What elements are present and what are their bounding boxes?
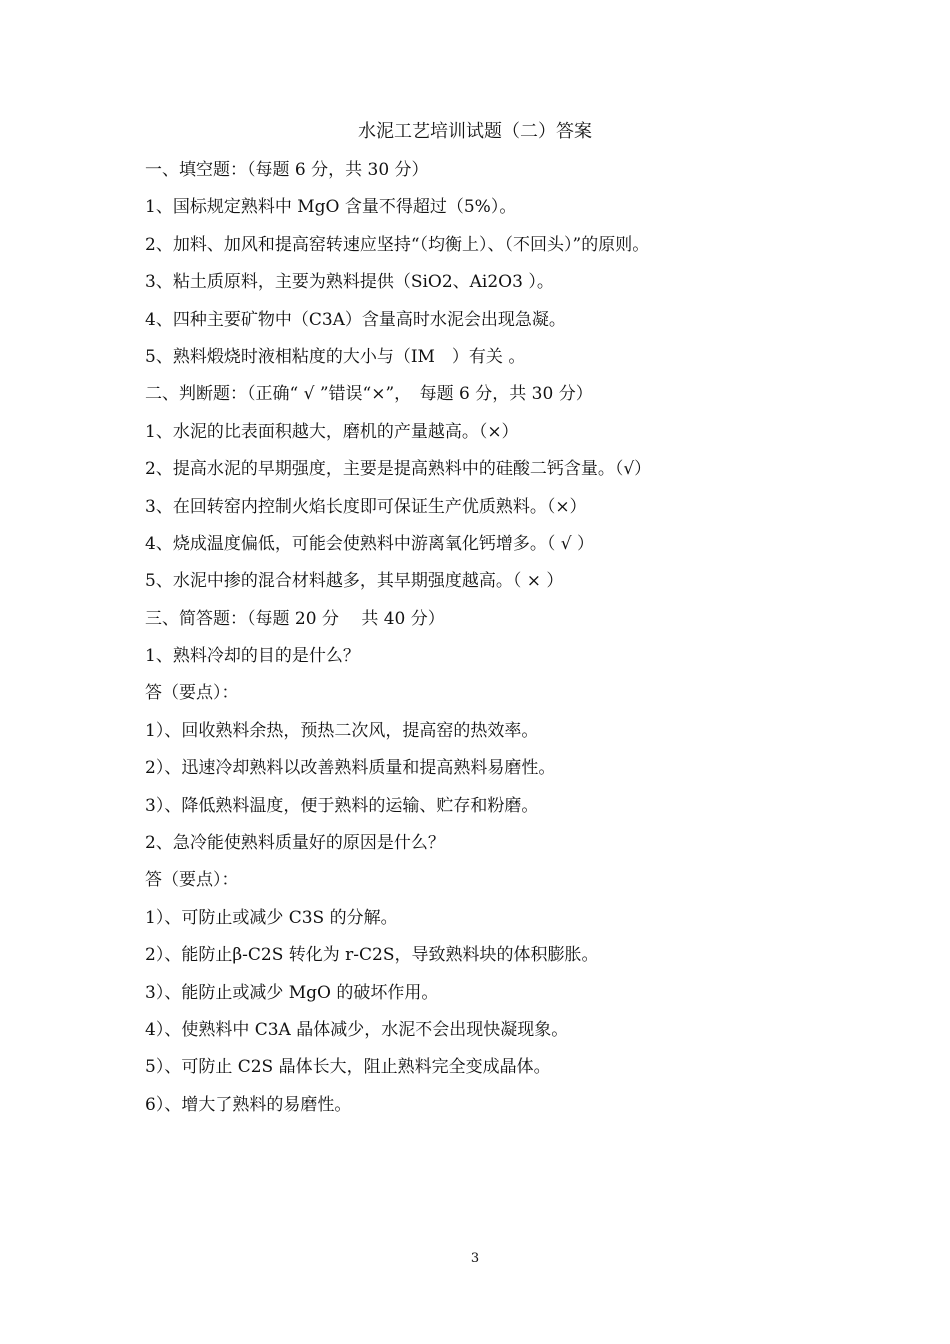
answer-point: 5）、可防止 C2S 晶体长大，阻止熟料完全变成晶体。 [145,1057,551,1078]
fill-blank-item: 3、粘土质原料，主要为熟料提供（SiO2、Ai2O3 ）。 [145,272,554,293]
short-answer-question: 1、熟料冷却的目的是什么？ [145,646,360,667]
page-number: 3 [470,1251,480,1266]
section-heading-fill-blank: 一、填空题：（每题 6 分，共 30 分） [145,160,429,180]
section-heading-true-false: 二、判断题：（正确“ √ ”错误“×”， 每题 6 分，共 30 分） [145,384,593,405]
true-false-item: 5、水泥中掺的混合材料越多，其早期强度越高。（ × ） [145,571,564,592]
answer-point: 3）、降低熟料温度，便于熟料的运输、贮存和粉磨。 [145,795,539,816]
fill-blank-item: 2、加料、加风和提高窑转速应坚持“（均衡上）、（不回头）”的原则。 [145,234,650,255]
answer-point: 1）、回收熟料余热，预热二次风，提高窑的热效率。 [145,720,539,741]
page-title: 水泥工艺培训试题（二）答案 [358,121,592,142]
answer-label: 答（要点）： [145,683,239,704]
true-false-item: 3、在回转窑内控制火焰长度即可保证生产优质熟料。（×） [145,496,587,517]
short-answer-question: 2、急冷能使熟料质量好的原因是什么？ [145,833,445,854]
fill-blank-item: 1、国标规定熟料中 MgO 含量不得超过（5%）。 [145,197,517,218]
answer-point: 2）、迅速冷却熟料以改善熟料质量和提高熟料易磨性。 [145,758,556,779]
answer-point: 1）、可防止或减少 C3S 的分解。 [145,907,398,928]
true-false-item: 2、提高水泥的早期强度，主要是提高熟料中的硅酸二钙含量。（√） [145,459,652,480]
answer-point: 3）、能防止或减少 MgO 的破坏作用。 [145,982,439,1003]
fill-blank-item: 5、熟料煅烧时液相粘度的大小与（IM ）有关 。 [145,346,526,367]
document-body [145,158,845,1130]
answer-label: 答（要点）： [145,870,239,891]
true-false-item: 1、水泥的比表面积越大，磨机的产量越高。（×） [145,421,519,442]
answer-point: 4）、使熟料中 C3A 晶体减少，水泥不会出现快凝现象。 [145,1019,569,1040]
answer-point: 2）、能防止β-C2S 转化为 r-C2S，导致熟料块的体积膨胀。 [145,945,599,966]
fill-blank-item: 4、四种主要矿物中（C3A）含量高时水泥会出现急凝。 [145,309,566,330]
true-false-item: 4、烧成温度偏低，可能会使熟料中游离氧化钙增多。（ √ ） [145,533,594,554]
section-heading-short-answer: 三、简答题：（每题 20 分 共 40 分） [145,608,445,629]
answer-point: 6）、增大了熟料的易磨性。 [145,1094,352,1115]
